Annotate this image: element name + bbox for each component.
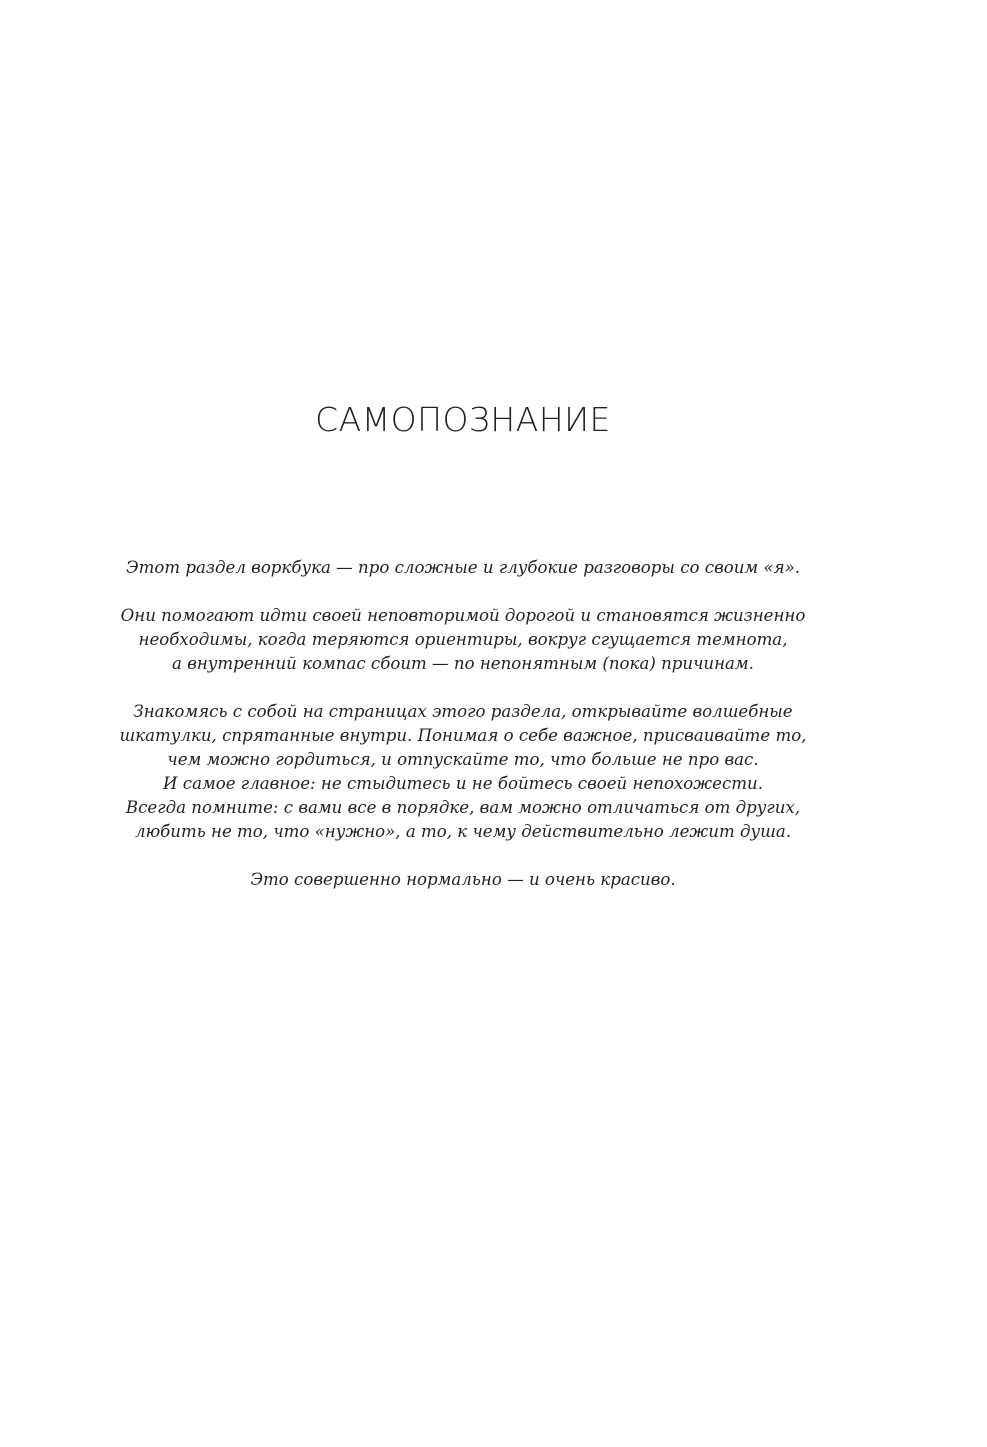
intro-line: Они помогают идти своей неповторимой дорогой и становятся жизненно	[120, 606, 806, 625]
intro-line: Всегда помните: с вами все в порядке, вам можно отличаться от других,	[125, 798, 801, 817]
intro-line: шкатулки, спрятанные внутри. Понимая о себе важное, присваивайте то,	[119, 726, 807, 745]
intro-line: И самое главное: не стыдитесь и не бойтесь своей непохожести.	[163, 774, 763, 793]
intro-paragraph-2	[0, 604, 926, 676]
intro-paragraph-3	[0, 700, 926, 844]
intro-line: Этот раздел воркбука — про сложные и глубокие разговоры со своим «я».	[125, 558, 801, 577]
section-intro	[0, 556, 926, 892]
intro-line: чем можно гордиться, и отпускайте то, что больше не про вас.	[167, 750, 759, 769]
intro-paragraph-1	[0, 556, 926, 580]
intro-line: необходимы, когда теряются ориентиры, вокруг сгущается темнота,	[138, 630, 788, 649]
intro-line: Знакомясь с собой на страницах этого раздела, открывайте волшебные	[133, 702, 793, 721]
intro-paragraph-4	[0, 868, 926, 892]
intro-line: а внутренний компас сбоит — по непонятным (пока) причинам.	[172, 654, 754, 673]
intro-line: Это совершенно нормально — и очень красиво.	[250, 870, 676, 889]
section-title: САМОПОЗНАНИЕ	[315, 400, 611, 439]
intro-line: любить не то, что «нужно», а то, к чему действительно лежит душа.	[135, 822, 791, 841]
